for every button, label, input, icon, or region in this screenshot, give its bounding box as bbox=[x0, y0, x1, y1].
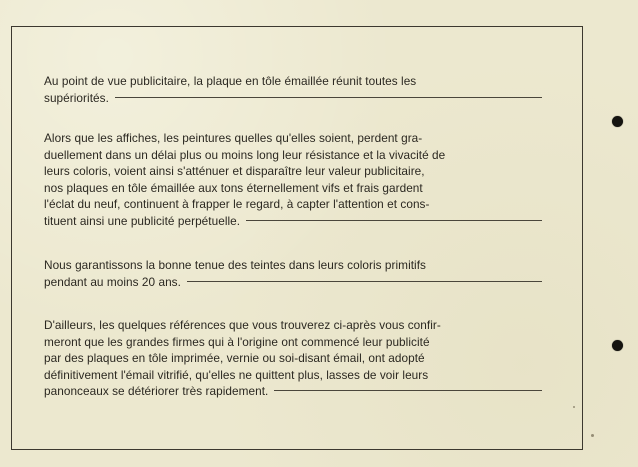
leader-rule bbox=[274, 390, 542, 391]
paragraph-line: duellement dans un délai plus ou moins long leur résistance et la vivacité de bbox=[44, 147, 446, 162]
leader-rule bbox=[246, 220, 542, 221]
paragraph-1 bbox=[44, 73, 542, 106]
binder-hole-bottom bbox=[612, 340, 623, 351]
leader-rule bbox=[187, 281, 542, 282]
leader-rule bbox=[115, 97, 542, 98]
paragraph-last-line bbox=[44, 383, 542, 400]
paragraph-last-line bbox=[44, 213, 542, 230]
paper-speck bbox=[573, 406, 575, 408]
paragraph-3 bbox=[44, 257, 542, 290]
paragraph-line: D'ailleurs, les quelques références que vous trouverez ci-après vous confir- bbox=[44, 318, 441, 332]
paragraph-last-line-text: panonceaux se détériorer très rapidement. bbox=[44, 384, 269, 399]
paragraph-last-line bbox=[44, 90, 542, 107]
paragraph-2 bbox=[44, 130, 542, 230]
paragraph-line: Alors que les affiches, les peintures quelles qu'elles soient, perdent gra- bbox=[44, 131, 423, 145]
paragraph-4 bbox=[44, 317, 542, 400]
paragraph-line: définitivement l'émail vitrifié, qu'elles ne quittent plus, lasses de voir leurs bbox=[44, 367, 429, 382]
paragraph-last-line-text: supériorités. bbox=[44, 90, 109, 105]
paragraph-line: leurs coloris, voient ainsi s'atténuer et disparaître leur valeur publicitaire, bbox=[44, 164, 425, 179]
paragraph-line: meront que les grandes firmes qui à l'origine ont commencé leur publicité bbox=[44, 334, 430, 349]
paper-speck bbox=[591, 434, 594, 437]
paragraph-line: nos plaques en tôle émaillée aux tons éternellement vifs et frais gardent bbox=[44, 180, 423, 195]
paragraph-last-line-text: pendant au moins 20 ans. bbox=[44, 274, 181, 289]
paragraph-last-line-text: tituent ainsi une publicité perpétuelle. bbox=[44, 213, 241, 228]
paragraph-line: Au point de vue publicitaire, la plaque en tôle émaillée réunit toutes les bbox=[44, 74, 417, 88]
binder-hole-top bbox=[612, 116, 623, 127]
paragraph-line: par des plaques en tôle imprimée, vernie ou soi-disant émail, ont adopté bbox=[44, 351, 425, 366]
paragraph-last-line bbox=[44, 274, 542, 291]
paragraph-line: Nous garantissons la bonne tenue des teintes dans leurs coloris primitifs bbox=[44, 258, 427, 272]
paragraph-line: l'éclat du neuf, continuent à frapper le regard, à capter l'attention et cons- bbox=[44, 197, 430, 212]
